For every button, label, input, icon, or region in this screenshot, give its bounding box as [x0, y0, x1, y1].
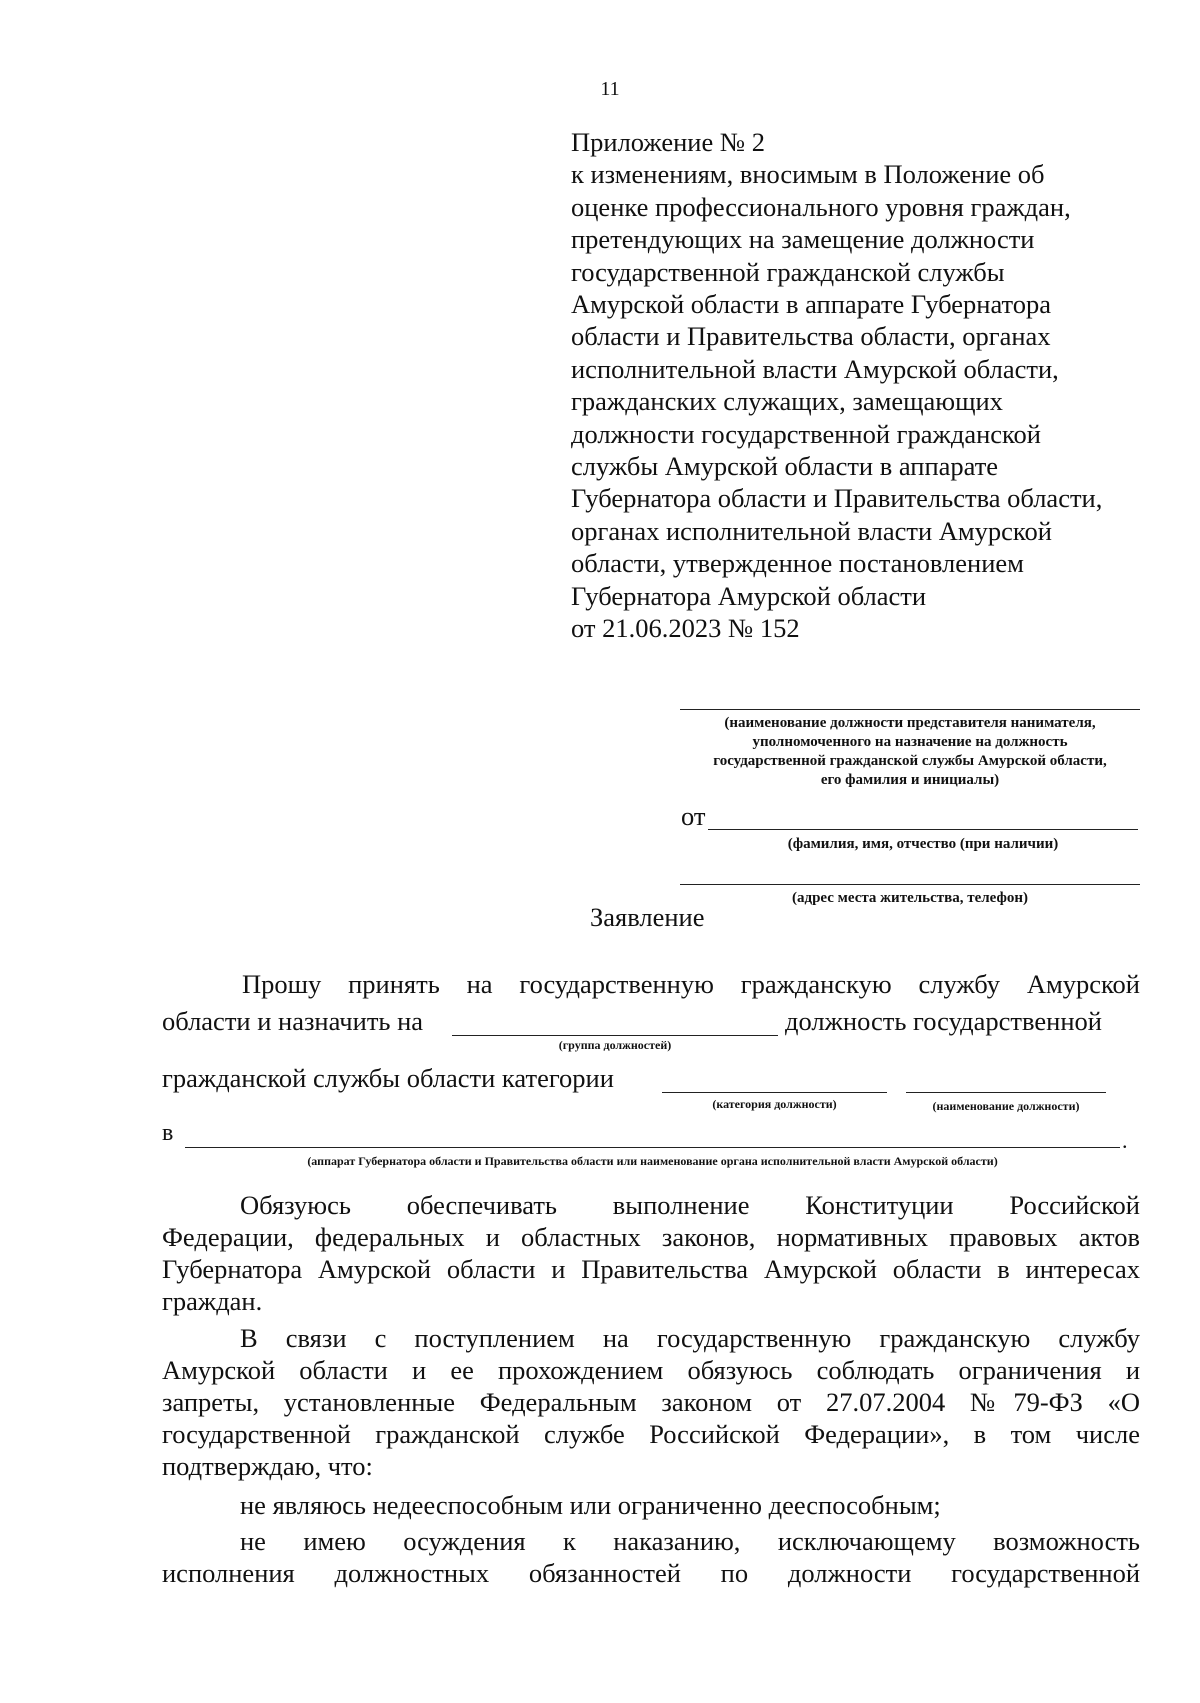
paragraph-1-line: граждан.: [162, 1286, 263, 1316]
appendix-line: претендующих на замещение должности: [571, 224, 1035, 255]
paragraph-3-line: не являюсь недееспособным или ограниченно дееспособным;: [240, 1490, 941, 1520]
from-label: от: [681, 801, 706, 831]
position-name-field-line[interactable]: [906, 1092, 1106, 1093]
apparatus-field-line[interactable]: [185, 1147, 1120, 1148]
paragraph-2-line: подтверждаю, что:: [162, 1451, 373, 1481]
appendix-line: должности государственной гражданской: [571, 418, 1041, 449]
address-caption: (адрес места жительства, телефон): [791, 890, 1028, 906]
paragraph-2-line: государственной гражданской службе Российской Федерации», в том числе: [162, 1419, 1140, 1449]
applicant-name-field-line[interactable]: [708, 829, 1138, 830]
paragraph-1-line: Федерации, федеральных и областных законов, нормативных правовых актов: [162, 1222, 1140, 1252]
request-line-3-start: гражданской службы области категории: [162, 1063, 614, 1093]
appendix-line: гражданских служащих, замещающих: [571, 386, 1003, 417]
appendix-line: Губернатора Амурской области: [571, 580, 927, 611]
employer-field-line[interactable]: [680, 709, 1140, 710]
appendix-line: области, утвержденное постановлением: [571, 548, 1024, 579]
request-line-2-end: должность государственной: [785, 1006, 1102, 1036]
paragraph-2-line: Амурской области и ее прохождением обязуюсь соблюдать ограничения и: [162, 1355, 1140, 1385]
appendix-line: от 21.06.2023 № 152: [571, 613, 800, 644]
name-caption: (фамилия, имя, отчество (при наличии): [787, 836, 1059, 852]
employer-caption: (наименование должности представителя нанимателя, уполномоченного на назначение на должность государственной гражданской службы Амурской области, его фамилия и инициалы): [713, 715, 1107, 788]
paragraph-2-line: В связи с поступлением на государственную гражданскую службу: [240, 1323, 1140, 1353]
paragraph-1-line: Обязуюсь обеспечивать выполнение Конституции Российской: [240, 1190, 1140, 1220]
appendix-line: службы Амурской области в аппарате: [571, 451, 999, 482]
request-line-1: Прошу принять на государственную гражданскую службу Амурской: [242, 969, 1140, 999]
position-name-caption: (наименование должности): [932, 1099, 1080, 1113]
appendix-line: исполнительной власти Амурской области,: [571, 353, 1059, 384]
paragraph-2-line: запреты, установленные Федеральным законом от 27.07.2004 №79-ФЗ «О: [162, 1387, 1140, 1417]
document-title: Заявление: [590, 902, 705, 932]
appendix-line: органах исполнительной власти Амурской: [571, 515, 1052, 546]
paragraph-1-line: Губернатора Амурской области и Правительства Амурской области в интересах: [162, 1254, 1140, 1284]
appendix-line: области и Правительства области, органах: [571, 321, 1051, 352]
paragraph-4-line: исполнения должностных обязанностей по должности государственной: [162, 1558, 1140, 1588]
appendix-line: Амурской области в аппарате Губернатора: [571, 289, 1052, 320]
category-field-line[interactable]: [662, 1092, 887, 1093]
request-line-4-start: в: [162, 1120, 174, 1146]
page-number: 11: [600, 78, 620, 100]
appendix-line: к изменениям, вносимым в Положение об: [571, 159, 1045, 190]
category-caption: (категория должности): [712, 1097, 837, 1111]
request-line-2-start: области и назначить на: [162, 1006, 424, 1036]
paragraph-4-line: не имею осуждения к наказанию, исключающему возможность: [240, 1526, 1140, 1556]
group-caption: (группа должностей): [558, 1038, 672, 1052]
address-field-line[interactable]: [680, 884, 1140, 885]
appendix-header: [571, 126, 1171, 645]
appendix-line: Губернатора области и Правительства области,: [571, 483, 1103, 514]
appendix-line: Приложение № 2: [571, 127, 766, 157]
appendix-line: государственной гражданской службы: [571, 256, 1005, 287]
apparatus-caption: (аппарат Губернатора области и Правительства области или наименование органа исполнительной власти Амурской области): [307, 1154, 998, 1168]
appendix-line: оценке профессионального уровня граждан,: [571, 191, 1071, 222]
request-line-4-end: .: [1122, 1128, 1128, 1153]
